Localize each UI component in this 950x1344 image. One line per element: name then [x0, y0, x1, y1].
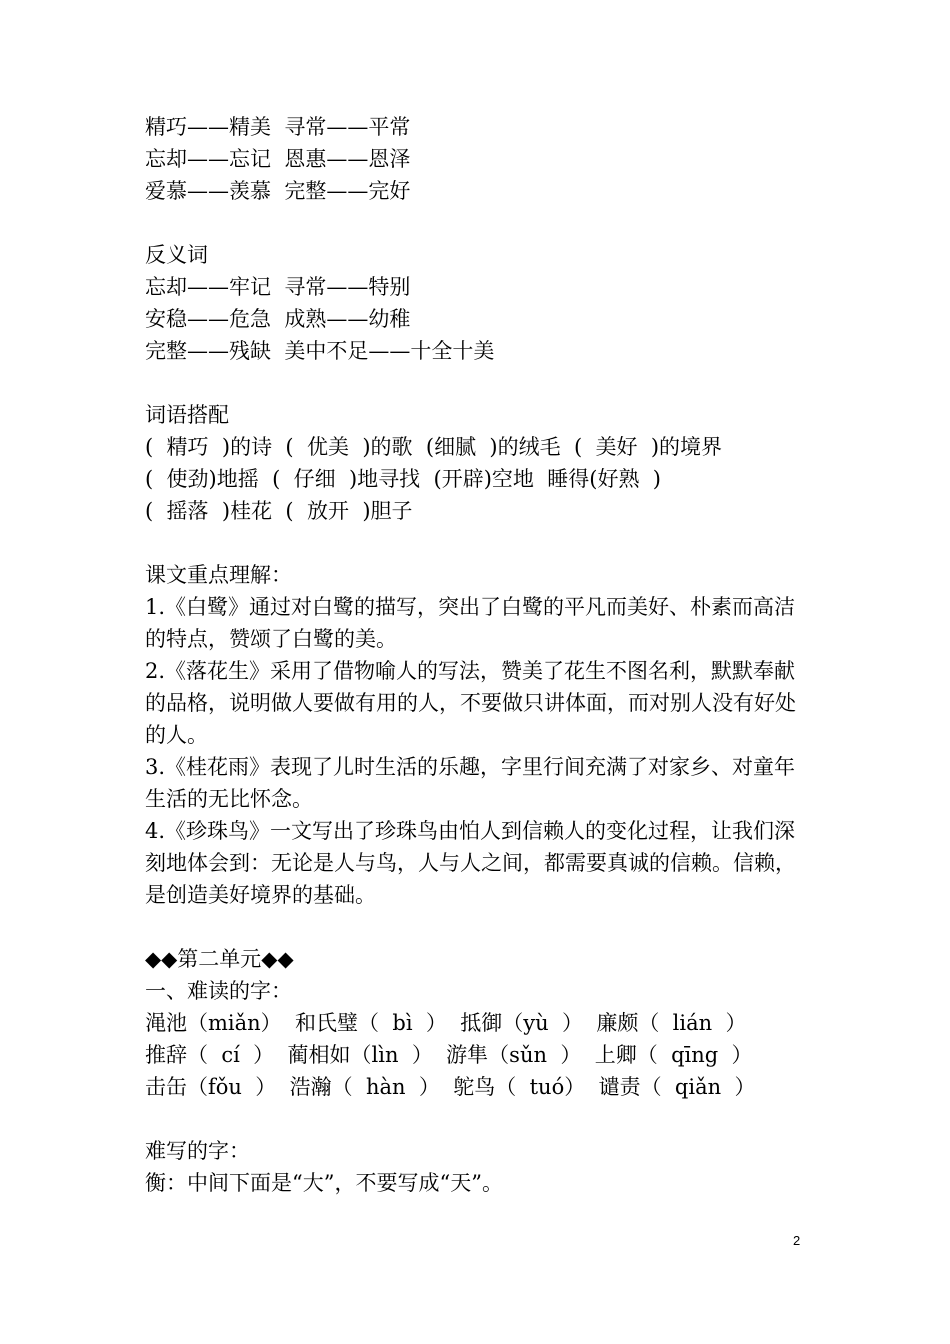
- key-points-section: [145, 559, 815, 911]
- collocations-heading: 词语搭配: [145, 403, 229, 427]
- hard-write-line: 衡：中间下面是“大”，不要写成“天”。: [145, 1171, 503, 1195]
- hard-read-heading: 一、难读的字：: [145, 979, 292, 1003]
- spacer: [145, 207, 815, 239]
- document-body: [145, 111, 815, 1199]
- spacer: [145, 367, 815, 399]
- collocation-line: ( 摇落 )桂花 ( 放开 )胆子: [145, 499, 413, 523]
- key-point-item: 4.《珍珠鸟》一文写出了珍珠鸟由怕人到信赖人的变化过程，让我们深刻地体会到：无论是人与鸟，人与人之间，都需要真诚的信赖。信赖，是创造美好境界的基础。: [145, 819, 796, 907]
- synonym-line: 爱慕——羡慕 完整——完好: [145, 179, 411, 203]
- synonym-line: 忘却——忘记 恩惠——恩泽: [145, 147, 411, 171]
- key-points-heading: 课文重点理解：: [145, 563, 292, 587]
- antonym-line: 完整——残缺 美中不足——十全十美: [145, 339, 495, 363]
- unit2-title: ◆◆第二单元◆◆: [145, 947, 294, 971]
- synonym-line: 精巧——精美 寻常——平常: [145, 115, 411, 139]
- collocation-line: ( 精巧 )的诗 ( 优美 )的歌 (细腻 )的绒毛 ( 美好 )的境界: [145, 435, 723, 459]
- hard-read-line: 渑池（miǎn） 和氏璧（ bì ） 抵御（yù ） 廉颇（ lián ）: [145, 1011, 747, 1035]
- spacer: [145, 527, 815, 559]
- collocations-section: [145, 399, 815, 527]
- key-point-item: 3.《桂花雨》表现了儿时生活的乐趣，字里行间充满了对家乡、对童年生活的无比怀念。: [145, 755, 796, 811]
- synonyms-section: [145, 111, 815, 207]
- unit2-section: [145, 943, 815, 1199]
- key-point-item: 1.《白鹭》通过对白鹭的描写，突出了白鹭的平凡而美好、朴素而高洁的特点，赞颂了白鹭的美。: [145, 595, 796, 651]
- hard-read-line: 击缶（fǒu ） 浩瀚（ hàn ） 鸵鸟（ tuó） 谴责（ qiǎn ）: [145, 1075, 756, 1099]
- antonyms-heading: 反义词: [145, 243, 208, 267]
- page-number: 2: [793, 1233, 801, 1248]
- spacer: [145, 1103, 815, 1135]
- antonyms-section: [145, 239, 815, 367]
- hard-read-line: 推辞（ cí ） 蔺相如（lìn ） 游隼（sǔn ） 上卿（ qīng ）: [145, 1043, 753, 1067]
- collocation-line: ( 使劲)地摇 ( 仔细 )地寻找 (开辟)空地 睡得(好熟 ): [145, 467, 661, 491]
- antonym-line: 忘却——牢记 寻常——特别: [145, 275, 411, 299]
- spacer: [145, 911, 815, 943]
- antonym-line: 安稳——危急 成熟——幼稚: [145, 307, 411, 331]
- hard-write-heading: 难写的字：: [145, 1139, 250, 1163]
- key-point-item: 2.《落花生》采用了借物喻人的写法，赞美了花生不图名利，默默奉献的品格，说明做人要做有用的人，不要做只讲体面，而对别人没有好处的人。: [145, 659, 796, 747]
